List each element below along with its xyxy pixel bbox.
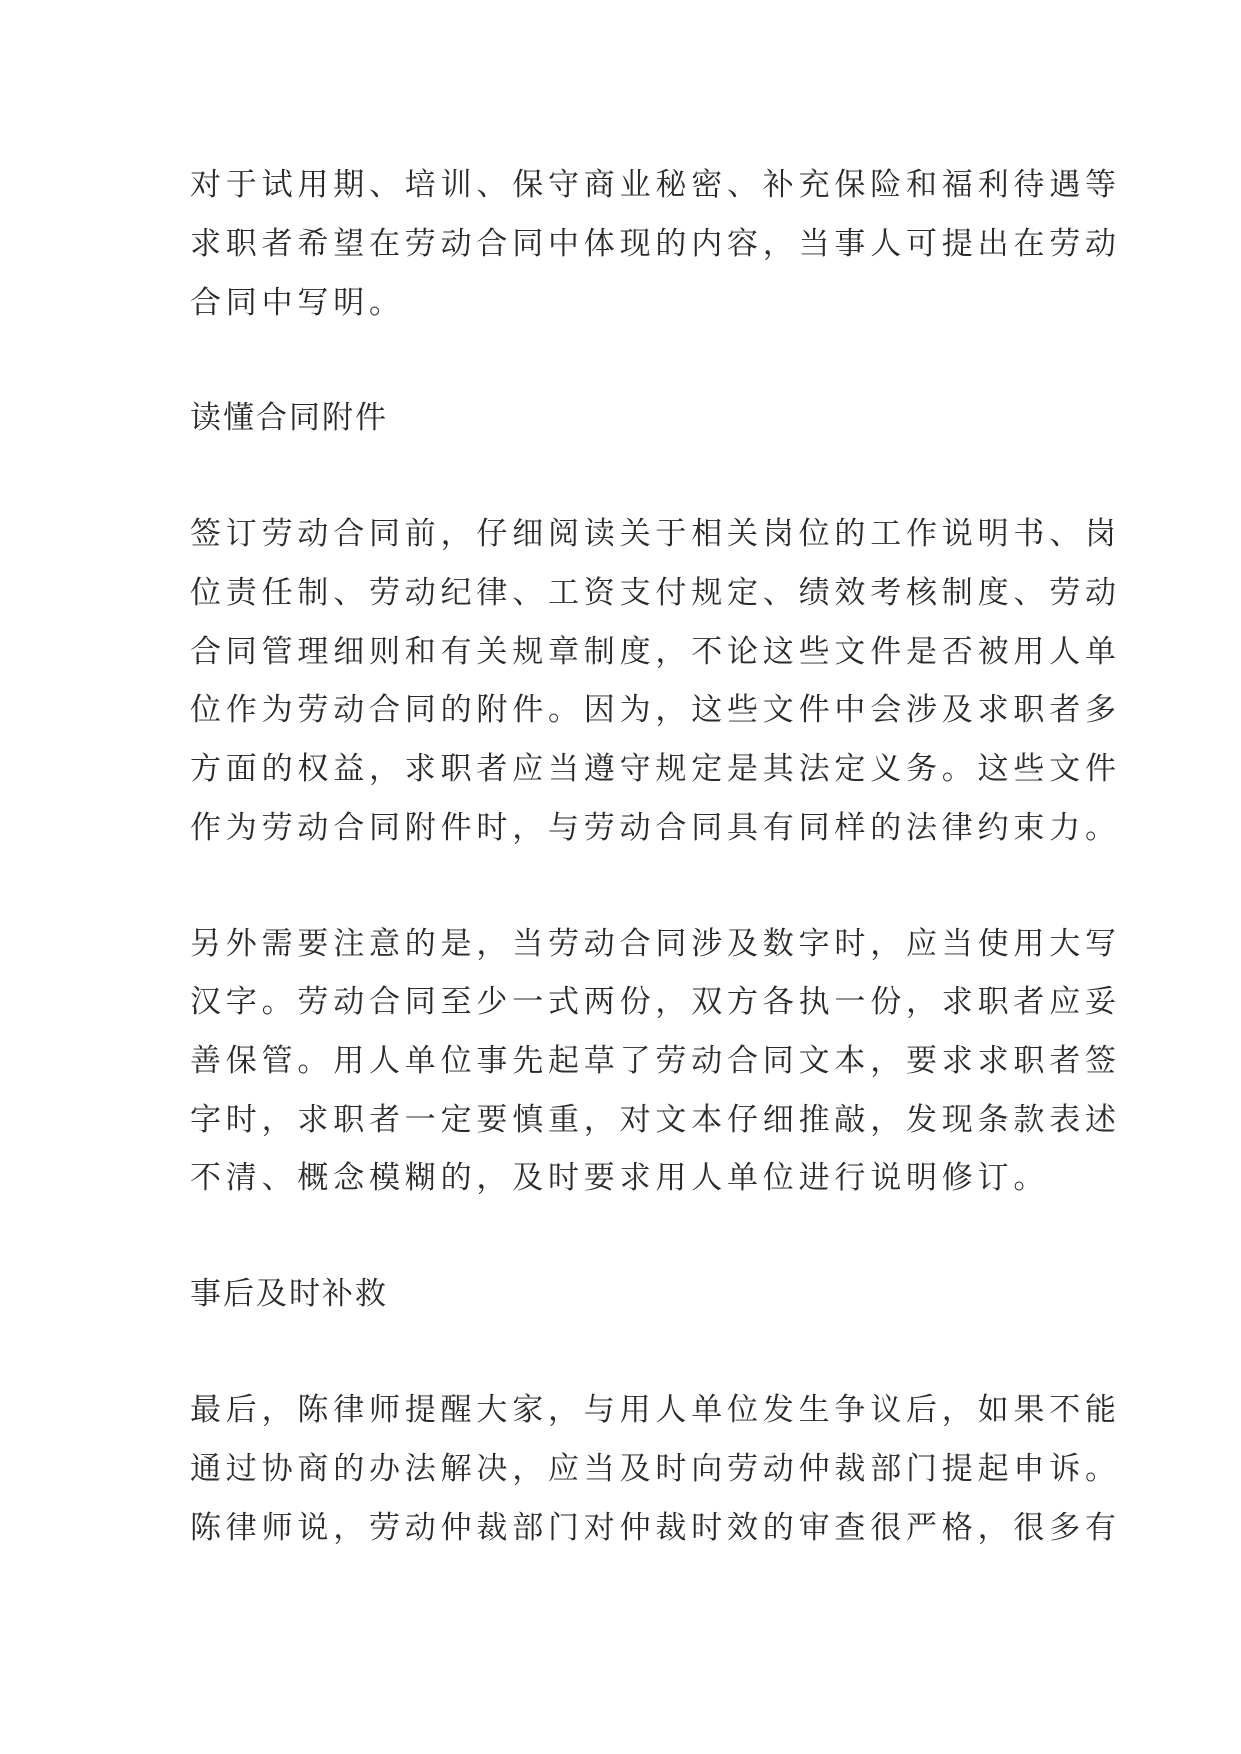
section-heading-remedy: 事后及时补救 bbox=[190, 1276, 388, 1312]
paragraph-2-line-1: 签订劳动合同前，仔细阅读关于相关岗位的工作说明书、岗 bbox=[190, 516, 1121, 552]
paragraph-2-line-6: 作为劳动合同附件时，与劳动合同具有同样的法律约束力。 bbox=[190, 810, 1121, 846]
paragraph-3-line-2: 汉字。劳动合同至少一式两份，双方各执一份，求职者应妥 bbox=[190, 984, 1121, 1020]
section-heading-attachments: 读懂合同附件 bbox=[190, 400, 388, 436]
paragraph-2-line-3: 合同管理细则和有关规章制度，不论这些文件是否被用人单 bbox=[190, 634, 1121, 670]
paragraph-4-line-2: 通过协商的办法解决，应当及时向劳动仲裁部门提起申诉。 bbox=[190, 1451, 1121, 1487]
paragraph-4-line-1: 最后，陈律师提醒大家，与用人单位发生争议后，如果不能 bbox=[190, 1392, 1121, 1428]
paragraph-1-line-3: 合同中写明。 bbox=[190, 285, 405, 321]
paragraph-1-line-2: 求职者希望在劳动合同中体现的内容，当事人可提出在劳动 bbox=[190, 226, 1121, 262]
paragraph-2-line-5: 方面的权益，求职者应当遵守规定是其法定义务。这些文件 bbox=[190, 751, 1121, 787]
paragraph-2-line-2: 位责任制、劳动纪律、工资支付规定、绩效考核制度、劳动 bbox=[190, 575, 1121, 611]
paragraph-3-line-1: 另外需要注意的是，当劳动合同涉及数字时，应当使用大写 bbox=[190, 926, 1121, 962]
paragraph-2-line-4: 位作为劳动合同的附件。因为，这些文件中会涉及求职者多 bbox=[190, 692, 1121, 728]
paragraph-3-line-5: 不清、概念模糊的，及时要求用人单位进行说明修订。 bbox=[190, 1160, 1050, 1196]
paragraph-3-line-3: 善保管。用人单位事先起草了劳动合同文本，要求求职者签 bbox=[190, 1043, 1121, 1079]
paragraph-1-line-1: 对于试用期、培训、保守商业秘密、补充保险和福利待遇等 bbox=[190, 167, 1121, 203]
paragraph-4-line-3: 陈律师说，劳动仲裁部门对仲裁时效的审查很严格，很多有 bbox=[190, 1510, 1121, 1546]
paragraph-3-line-4: 字时，求职者一定要慎重，对文本仔细推敲，发现条款表述 bbox=[190, 1102, 1121, 1138]
